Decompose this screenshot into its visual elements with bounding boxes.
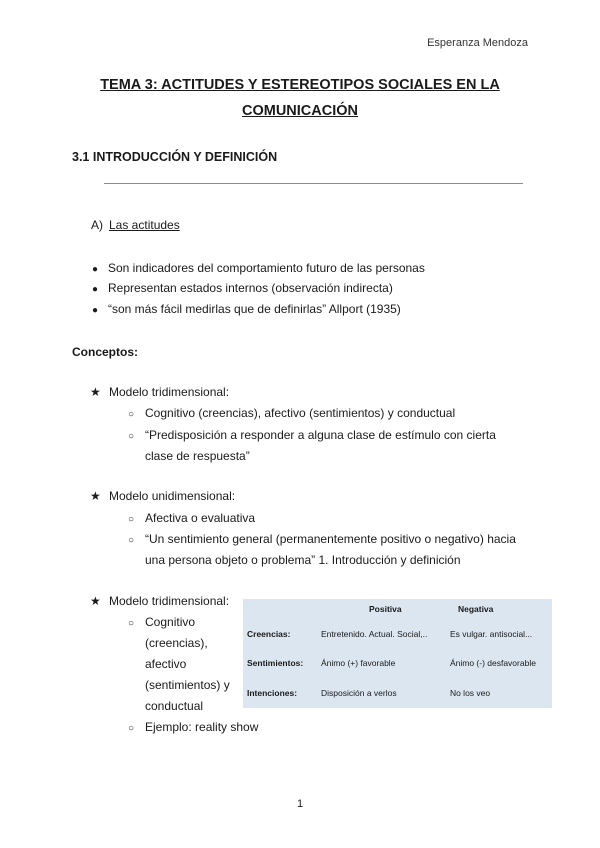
subsection-heading [91, 218, 180, 232]
page-number: 1 [296, 798, 304, 810]
table-header-row [243, 599, 552, 619]
sub-item [128, 511, 255, 525]
table-row [243, 619, 552, 649]
list-item [92, 302, 401, 316]
model-label: Modelo tridimensional: [109, 594, 230, 608]
table-row [243, 649, 552, 679]
sub-item-text: “Predisposición a responder a alguna clase de estímulo con cierta [145, 428, 496, 442]
bullet-icon: ● [92, 305, 99, 316]
list-item-text: Son indicadores del comportamiento futuro de las personas [108, 261, 425, 275]
model-item [90, 489, 235, 503]
sub-item-continuation: (sentimientos) y [145, 678, 230, 692]
section-heading: 3.1 INTRODUCCIÓN Y DEFINICIÓN [72, 150, 278, 164]
sub-item-text: Cognitivo [145, 615, 196, 629]
table-row-label: Creencias: [247, 628, 291, 639]
model-item [90, 385, 229, 399]
table-header-cell [243, 599, 317, 619]
sub-item-continuation: clase de respuesta” [145, 449, 250, 463]
horizontal-divider [104, 183, 523, 184]
sub-item-text: Ejemplo: reality show [145, 720, 259, 734]
sub-item-continuation: (creencias), [145, 636, 208, 650]
table-row-label: Intenciones: [247, 688, 298, 699]
list-item-text: “son más fácil medirlas que de definirlas” Allport (1935) [108, 302, 401, 316]
table-cell: Ánimo (-) desfavorable [449, 658, 536, 669]
bullet-icon: ● [92, 284, 99, 295]
list-item [92, 261, 425, 275]
sub-item-text: Cognitivo (creencias), afectivo (sentimientos) y conductual [145, 406, 456, 420]
sub-item-continuation: conductual [145, 699, 204, 713]
sub-item-text: “Un sentimiento general (permanentemente positivo o negativo) hacia [145, 532, 516, 546]
table-cell: Es vulgar. antisocial... [449, 628, 533, 639]
concepts-heading: Conceptos: [72, 345, 138, 359]
sub-item-text: Afectiva o evaluativa [145, 511, 256, 525]
sub-item-continuation: afectivo [145, 657, 187, 671]
model-item [90, 594, 229, 608]
sub-item [128, 406, 455, 420]
document-title [60, 72, 540, 124]
subsection-marker: A) [91, 218, 103, 232]
list-item-text: Representan estados internos (observación indirecta) [108, 281, 393, 295]
table-cell: Disposición a verlos [321, 688, 397, 699]
sub-item [128, 615, 195, 629]
circle-bullet-icon: ○ [128, 431, 135, 442]
author-name: Esperanza Mendoza [427, 37, 528, 49]
sub-item-continuation: una persona objeto o problema” 1. Introducción y definición [145, 553, 461, 567]
sub-item [128, 428, 496, 442]
circle-bullet-icon: ○ [128, 409, 135, 420]
table-cell: Entretenido. Actual. Social,.. [321, 628, 428, 639]
circle-bullet-icon: ○ [128, 535, 135, 546]
table-row [243, 678, 552, 708]
table-cell: Ánimo (+) favorable [321, 658, 396, 669]
table-header-cell: Negativa [457, 604, 494, 614]
star-icon: ★ [90, 489, 101, 503]
circle-bullet-icon: ○ [128, 618, 135, 629]
star-icon: ★ [90, 385, 101, 399]
sub-item [128, 532, 516, 546]
table-header-cell: Positiva [369, 604, 402, 614]
circle-bullet-icon: ○ [128, 514, 135, 525]
title-line-1: TEMA 3: ACTITUDES Y ESTEREOTIPOS SOCIALES EN LA [100, 77, 500, 93]
circle-bullet-icon: ○ [128, 723, 135, 734]
attitude-table [243, 599, 552, 708]
table-row-label: Sentimientos: [247, 658, 304, 669]
star-icon: ★ [90, 594, 101, 608]
title-line-2: COMUNICACIÓN [242, 103, 358, 119]
bullet-icon: ● [92, 264, 99, 275]
sub-item [128, 720, 258, 734]
subsection-label: Las actitudes [109, 218, 180, 232]
model-label: Modelo tridimensional: [109, 385, 230, 399]
list-item [92, 281, 393, 295]
model-label: Modelo unidimensional: [109, 489, 236, 503]
table-cell: No los veo [449, 688, 491, 699]
